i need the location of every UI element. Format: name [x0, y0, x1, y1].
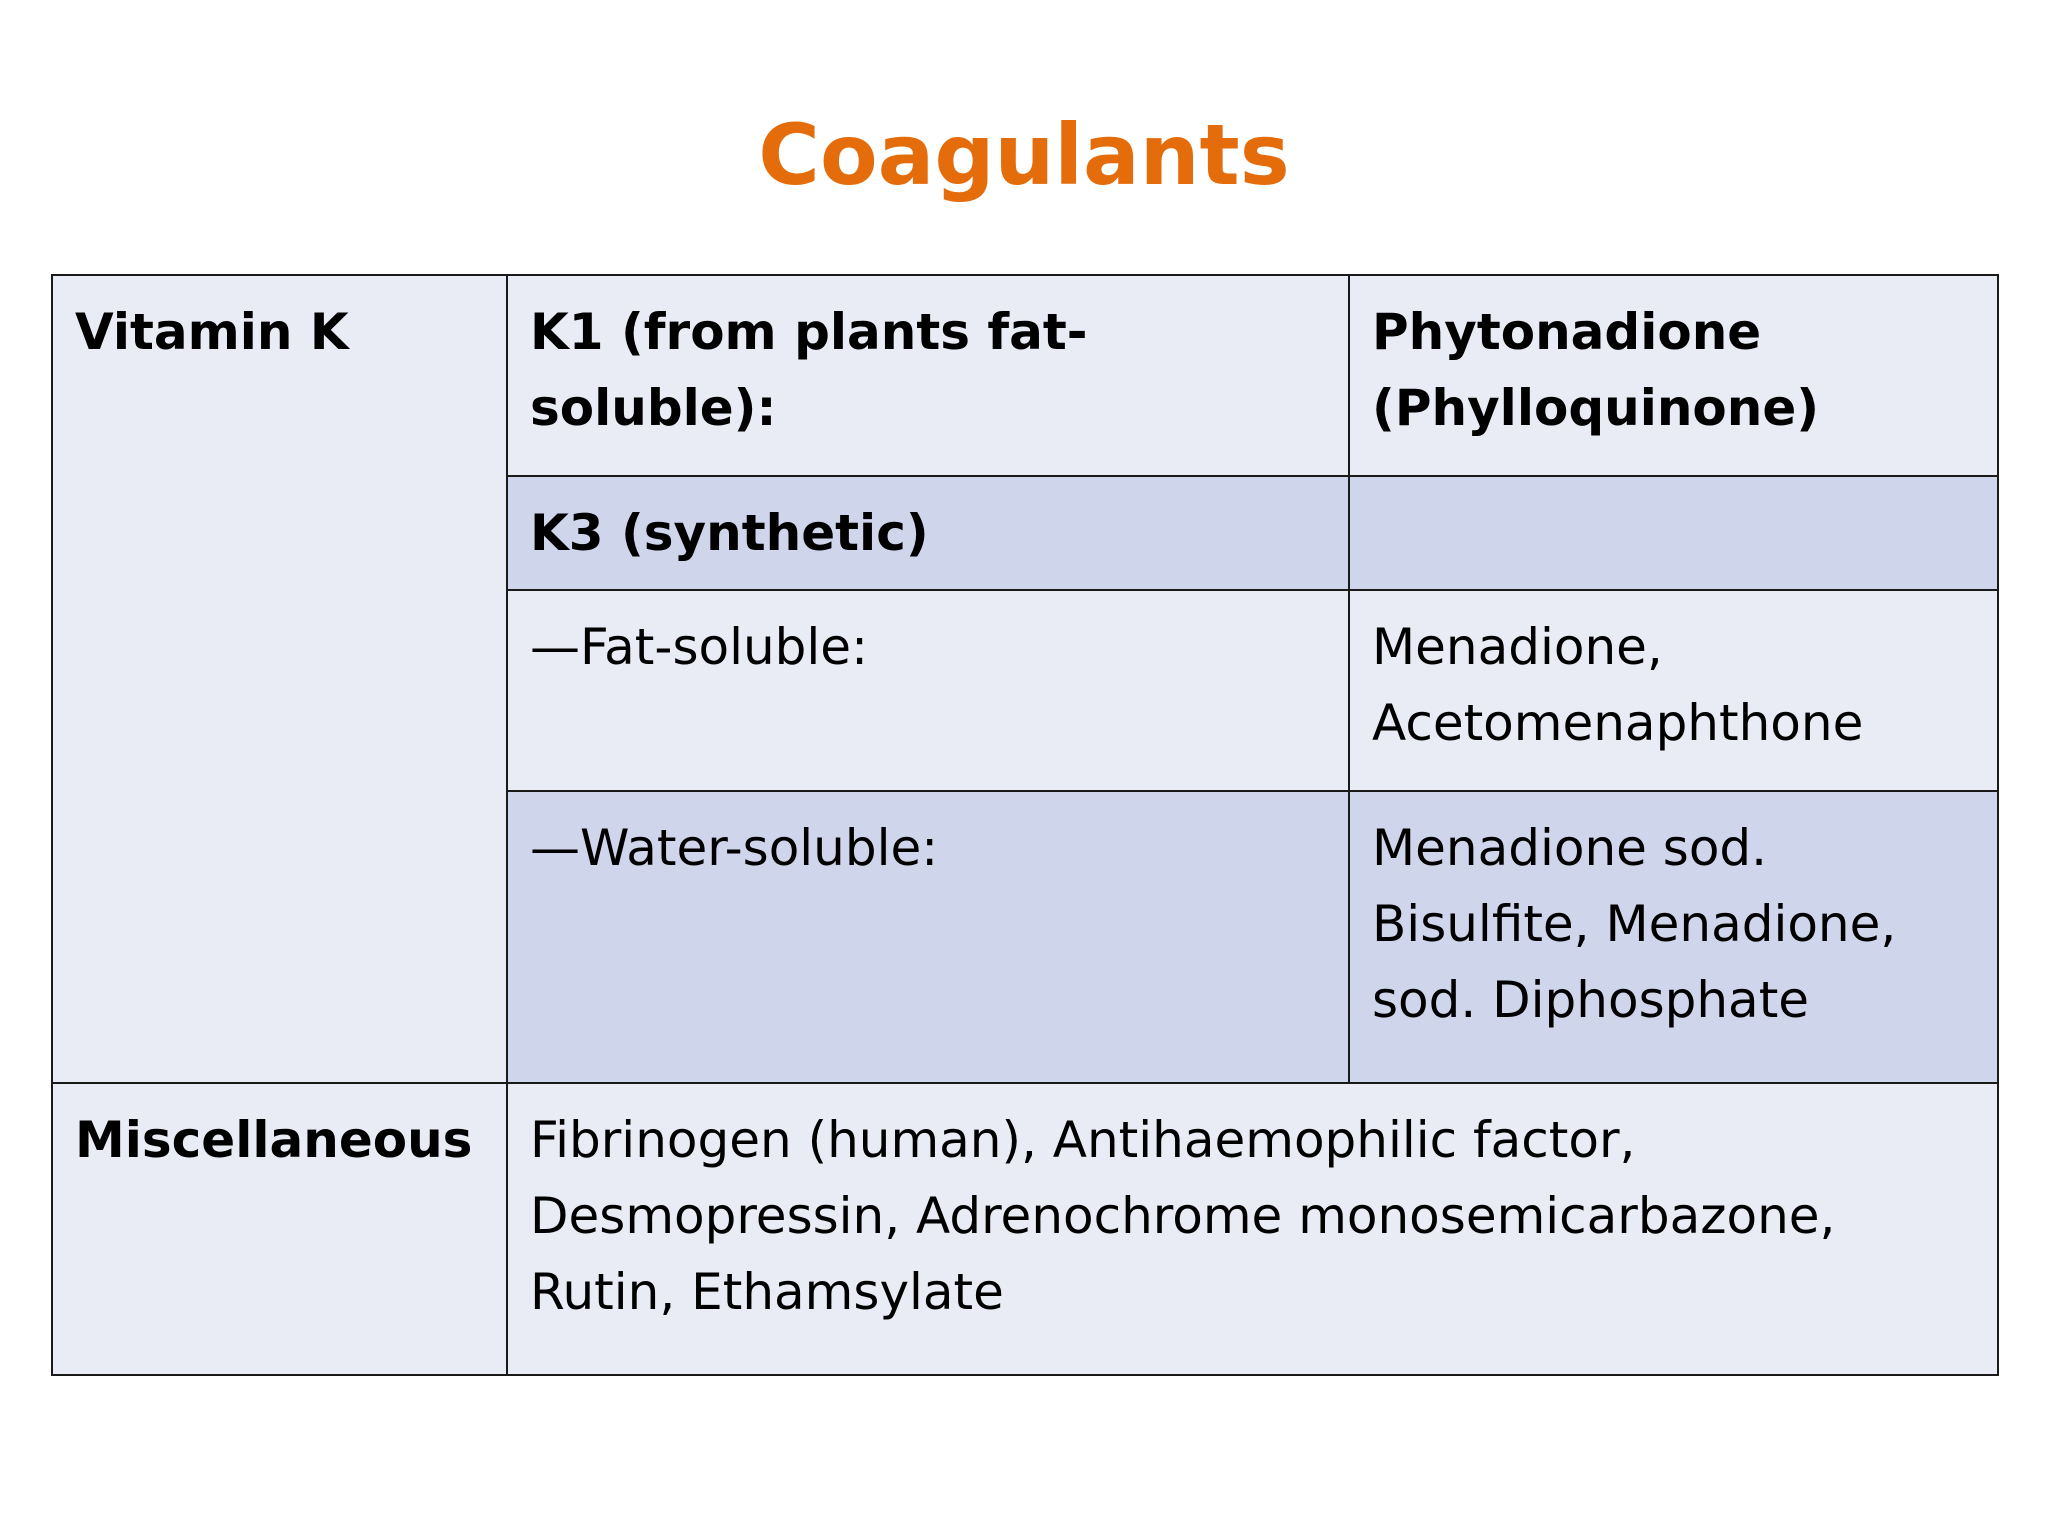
water-soluble-value-line: Menadione sod.: [1372, 819, 1768, 877]
table-row-miscellaneous: [52, 1083, 1998, 1375]
coagulants-table: [51, 274, 1999, 1376]
k3-label: K3 (synthetic): [530, 504, 929, 562]
water-soluble-label: —Water-soluble:: [530, 819, 939, 877]
cell-fat-soluble-label: [507, 590, 1349, 791]
table-row-k1: [52, 275, 1998, 476]
misc-value-line: Fibrinogen (human), Antihaemophilic factor,: [530, 1111, 1636, 1169]
k1-label: K1 (from plants fat-soluble):: [530, 303, 1088, 437]
cell-k3-label: [507, 476, 1349, 590]
k1-value-line: (Phylloquinone): [1372, 379, 1820, 437]
slide-title: Coagulants: [758, 106, 1290, 204]
water-soluble-value-line: sod. Diphosphate: [1372, 971, 1810, 1029]
fat-soluble-value-line: Menadione,: [1372, 618, 1663, 676]
fat-soluble-value-line: Acetomenaphthone: [1372, 694, 1864, 752]
cell-fat-soluble-value: [1349, 590, 1998, 791]
misc-value-line: Desmopressin, Adrenochrome monosemicarbazone,: [530, 1187, 1836, 1245]
cell-vitamin-k-label: [52, 275, 507, 1083]
vitamin-k-label: Vitamin K: [75, 303, 349, 361]
cell-k3-value: [1349, 476, 1998, 590]
cell-water-soluble-value: [1349, 791, 1998, 1083]
cell-k1-value: [1349, 275, 1998, 476]
water-soluble-value-line: Bisulfite, Menadione,: [1372, 895, 1897, 953]
k1-value-line: Phytonadione: [1372, 303, 1762, 361]
cell-water-soluble-label: [507, 791, 1349, 1083]
cell-misc-label: [52, 1083, 507, 1375]
cell-misc-value: [507, 1083, 1998, 1375]
fat-soluble-label: —Fat-soluble:: [530, 618, 868, 676]
cell-k1-label: [507, 275, 1349, 476]
misc-value-line: Rutin, Ethamsylate: [530, 1263, 1004, 1321]
misc-label: Miscellaneous: [75, 1111, 473, 1169]
